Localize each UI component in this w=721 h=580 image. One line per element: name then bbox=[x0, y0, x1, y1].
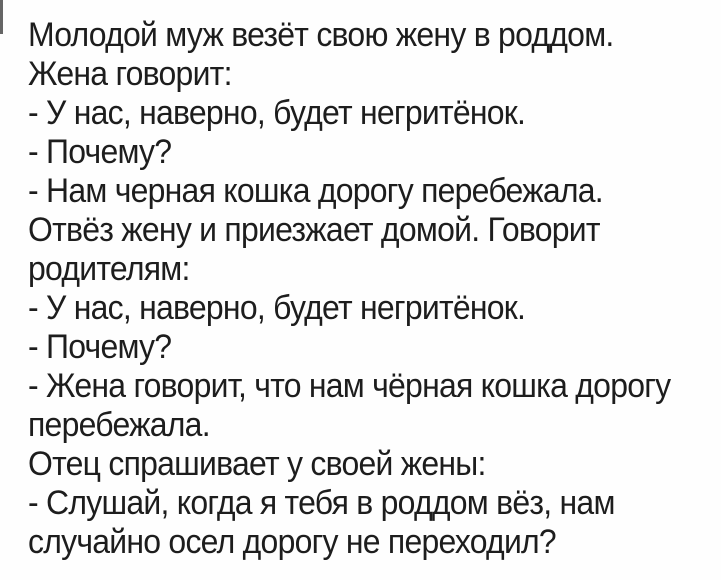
text-line: Отец спрашивает у своей жены: bbox=[28, 445, 486, 483]
text-line: перебежала. bbox=[28, 406, 210, 444]
text-line: - У нас, наверно, будет негритёнок. bbox=[28, 289, 526, 327]
text-line: - Почему? bbox=[28, 328, 172, 366]
text-line: Отвёз жену и приезжает домой. Говорит bbox=[28, 211, 600, 249]
text-line: родителям: bbox=[28, 250, 190, 288]
text-line: - У нас, наверно, будет негритёнок. bbox=[28, 94, 526, 132]
text-line: - Нам черная кошка дорогу перебежала. bbox=[28, 172, 603, 210]
text-line: Молодой муж везёт свою жену в роддом. bbox=[28, 16, 614, 54]
text-line: случайно осел дорогу не переходил? bbox=[28, 523, 556, 561]
text-line: Жена говорит: bbox=[28, 55, 232, 93]
text-line: - Жена говорит, что нам чёрная кошка дорогу bbox=[28, 367, 671, 405]
text-line: - Слушай, когда я тебя в роддом вёз, нам bbox=[28, 484, 615, 522]
text-line: - Почему? bbox=[28, 133, 172, 171]
joke-text bbox=[28, 16, 721, 562]
scan-artifact bbox=[0, 0, 3, 34]
